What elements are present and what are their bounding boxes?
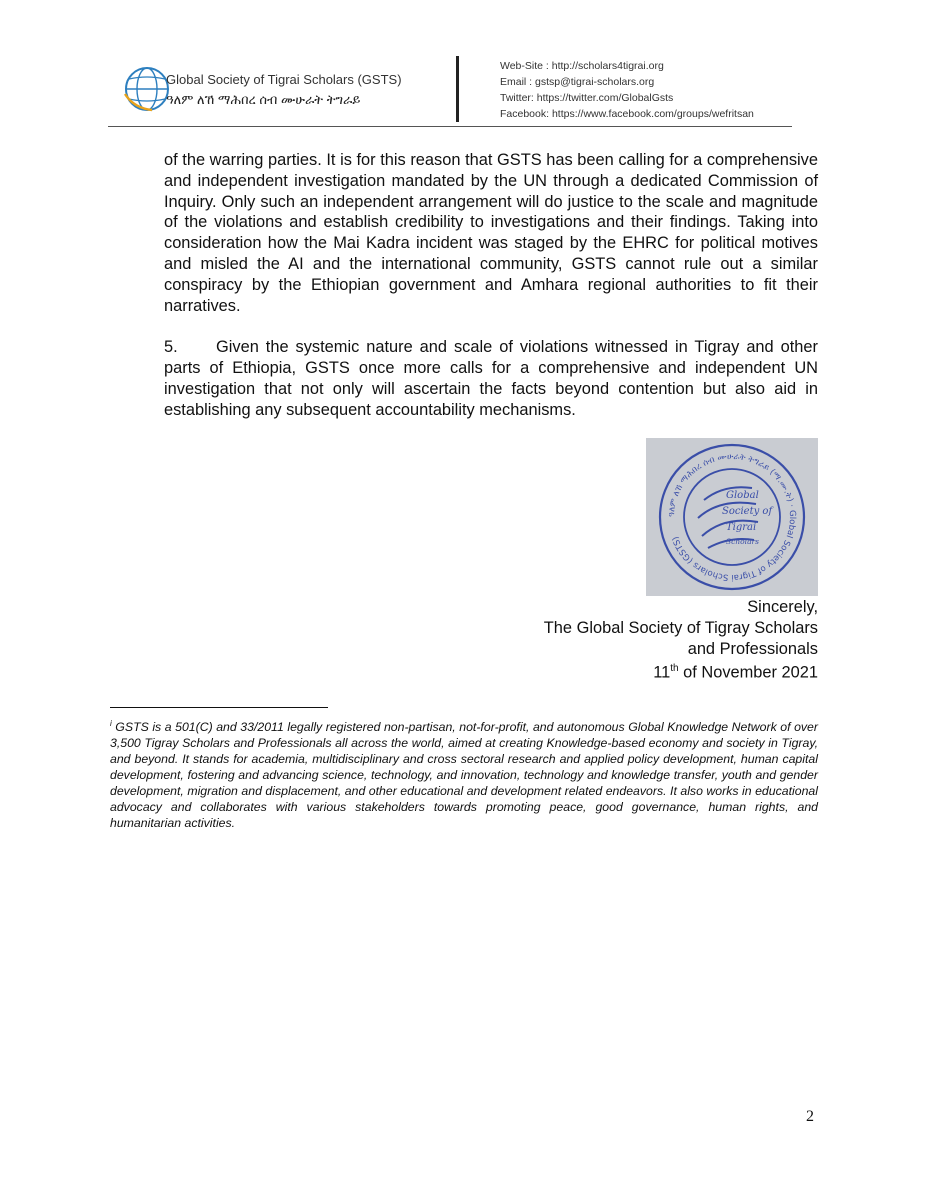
stamp-line-4: Scholars [726, 537, 759, 546]
header-divider [456, 56, 459, 122]
signatory-line-1: The Global Society of Tigray Scholars [543, 618, 818, 637]
org-name-tigrinya: ዓለም ለኸ ማሕበረ ሰብ ሙሁራት ትግራይ [166, 92, 361, 107]
signature-block [420, 597, 818, 684]
signatory-line-2: and Professionals [687, 639, 818, 658]
twitter-link[interactable]: Twitter: https://twitter.com/GlobalGsts [500, 92, 674, 104]
letterhead [108, 50, 792, 128]
stamp-line-2: Society of [722, 506, 773, 517]
footnote-separator [110, 707, 328, 708]
paragraph-5-text: Given the systemic nature and scale of violations witnessed in Tigray and other parts of Ethiopia, GSTS once more calls for a comprehensive and independent UN investigation that not only will ascertain the facts beyond contention but also aid in establishing any subsequent accountability mechanisms. [164, 338, 818, 419]
organization-stamp [646, 438, 818, 596]
footnote-marker: i [110, 719, 112, 728]
paragraph-number: 5. [164, 338, 178, 357]
stamp-line-1: Global [726, 490, 759, 501]
footnote-text: GSTS is a 501(C) and 33/2011 legally registered non-partisan, not-for-profit, and autonomous Global Knowledge Network of over 3,500 Tigray Scholars and Professionals all across the world, aimed at creating Knowledge-based economy and society in Tigray, and beyond. It stands for academia, multidisciplinary and cross sectoral research and applied policy development, human capital development, fostering and advancing science, technology, and innovation, technology and knowledge transfer, youth and gender development, migration and displacement, and other educational and development related endeavors. It also works in educational advocacy and collaborates with various stakeholders towards promoting peace, good governance, human rights, and humanitarian activities. [110, 720, 818, 831]
stamp-line-3: Tigrai [726, 522, 757, 533]
paragraph-5 [164, 337, 818, 420]
page-number: 2 [806, 1108, 814, 1125]
letter-body [164, 150, 818, 441]
paragraph-continued: of the warring parties. It is for this reason that GSTS has been calling for a comprehensive and independent investigation mandated by the UN through a dedicated Commission of Inquiry. Only such an independent arrangement will do justice to the scale and magnitude of the violations and establish credibility to investigations and their findings. Taking into consideration how the Mai Kadra incident was staged by the EHRC for political motives and misled the AI and the international community, GSTS cannot rule out a similar conspiracy by the Ethiopian government and Amhara regional authorities to fit their narratives. [164, 151, 818, 315]
website-link[interactable]: Web-Site : http://scholars4tigrai.org [500, 60, 664, 72]
email-link[interactable]: Email : gstsp@tigrai-scholars.org [500, 76, 655, 88]
contact-block [500, 58, 754, 122]
org-name-english: Global Society of Tigrai Scholars (GSTS) [166, 72, 402, 87]
closing: Sincerely, [747, 598, 818, 616]
gsts-globe-logo-icon [122, 64, 172, 114]
facebook-link[interactable]: Facebook: https://www.facebook.com/groups/wefritsan [500, 108, 754, 120]
footnote [110, 716, 818, 831]
letter-date: 11th of November 2021 [653, 663, 818, 682]
header-rule [108, 126, 792, 127]
stamp-ring-text: ዓለም ለኸ ማሕበረ ሰብ ሙሁራት ትግራይ (ማ.ሙ.ት) · Global Society of Tigrai Scholars (GSTS) [666, 451, 798, 583]
